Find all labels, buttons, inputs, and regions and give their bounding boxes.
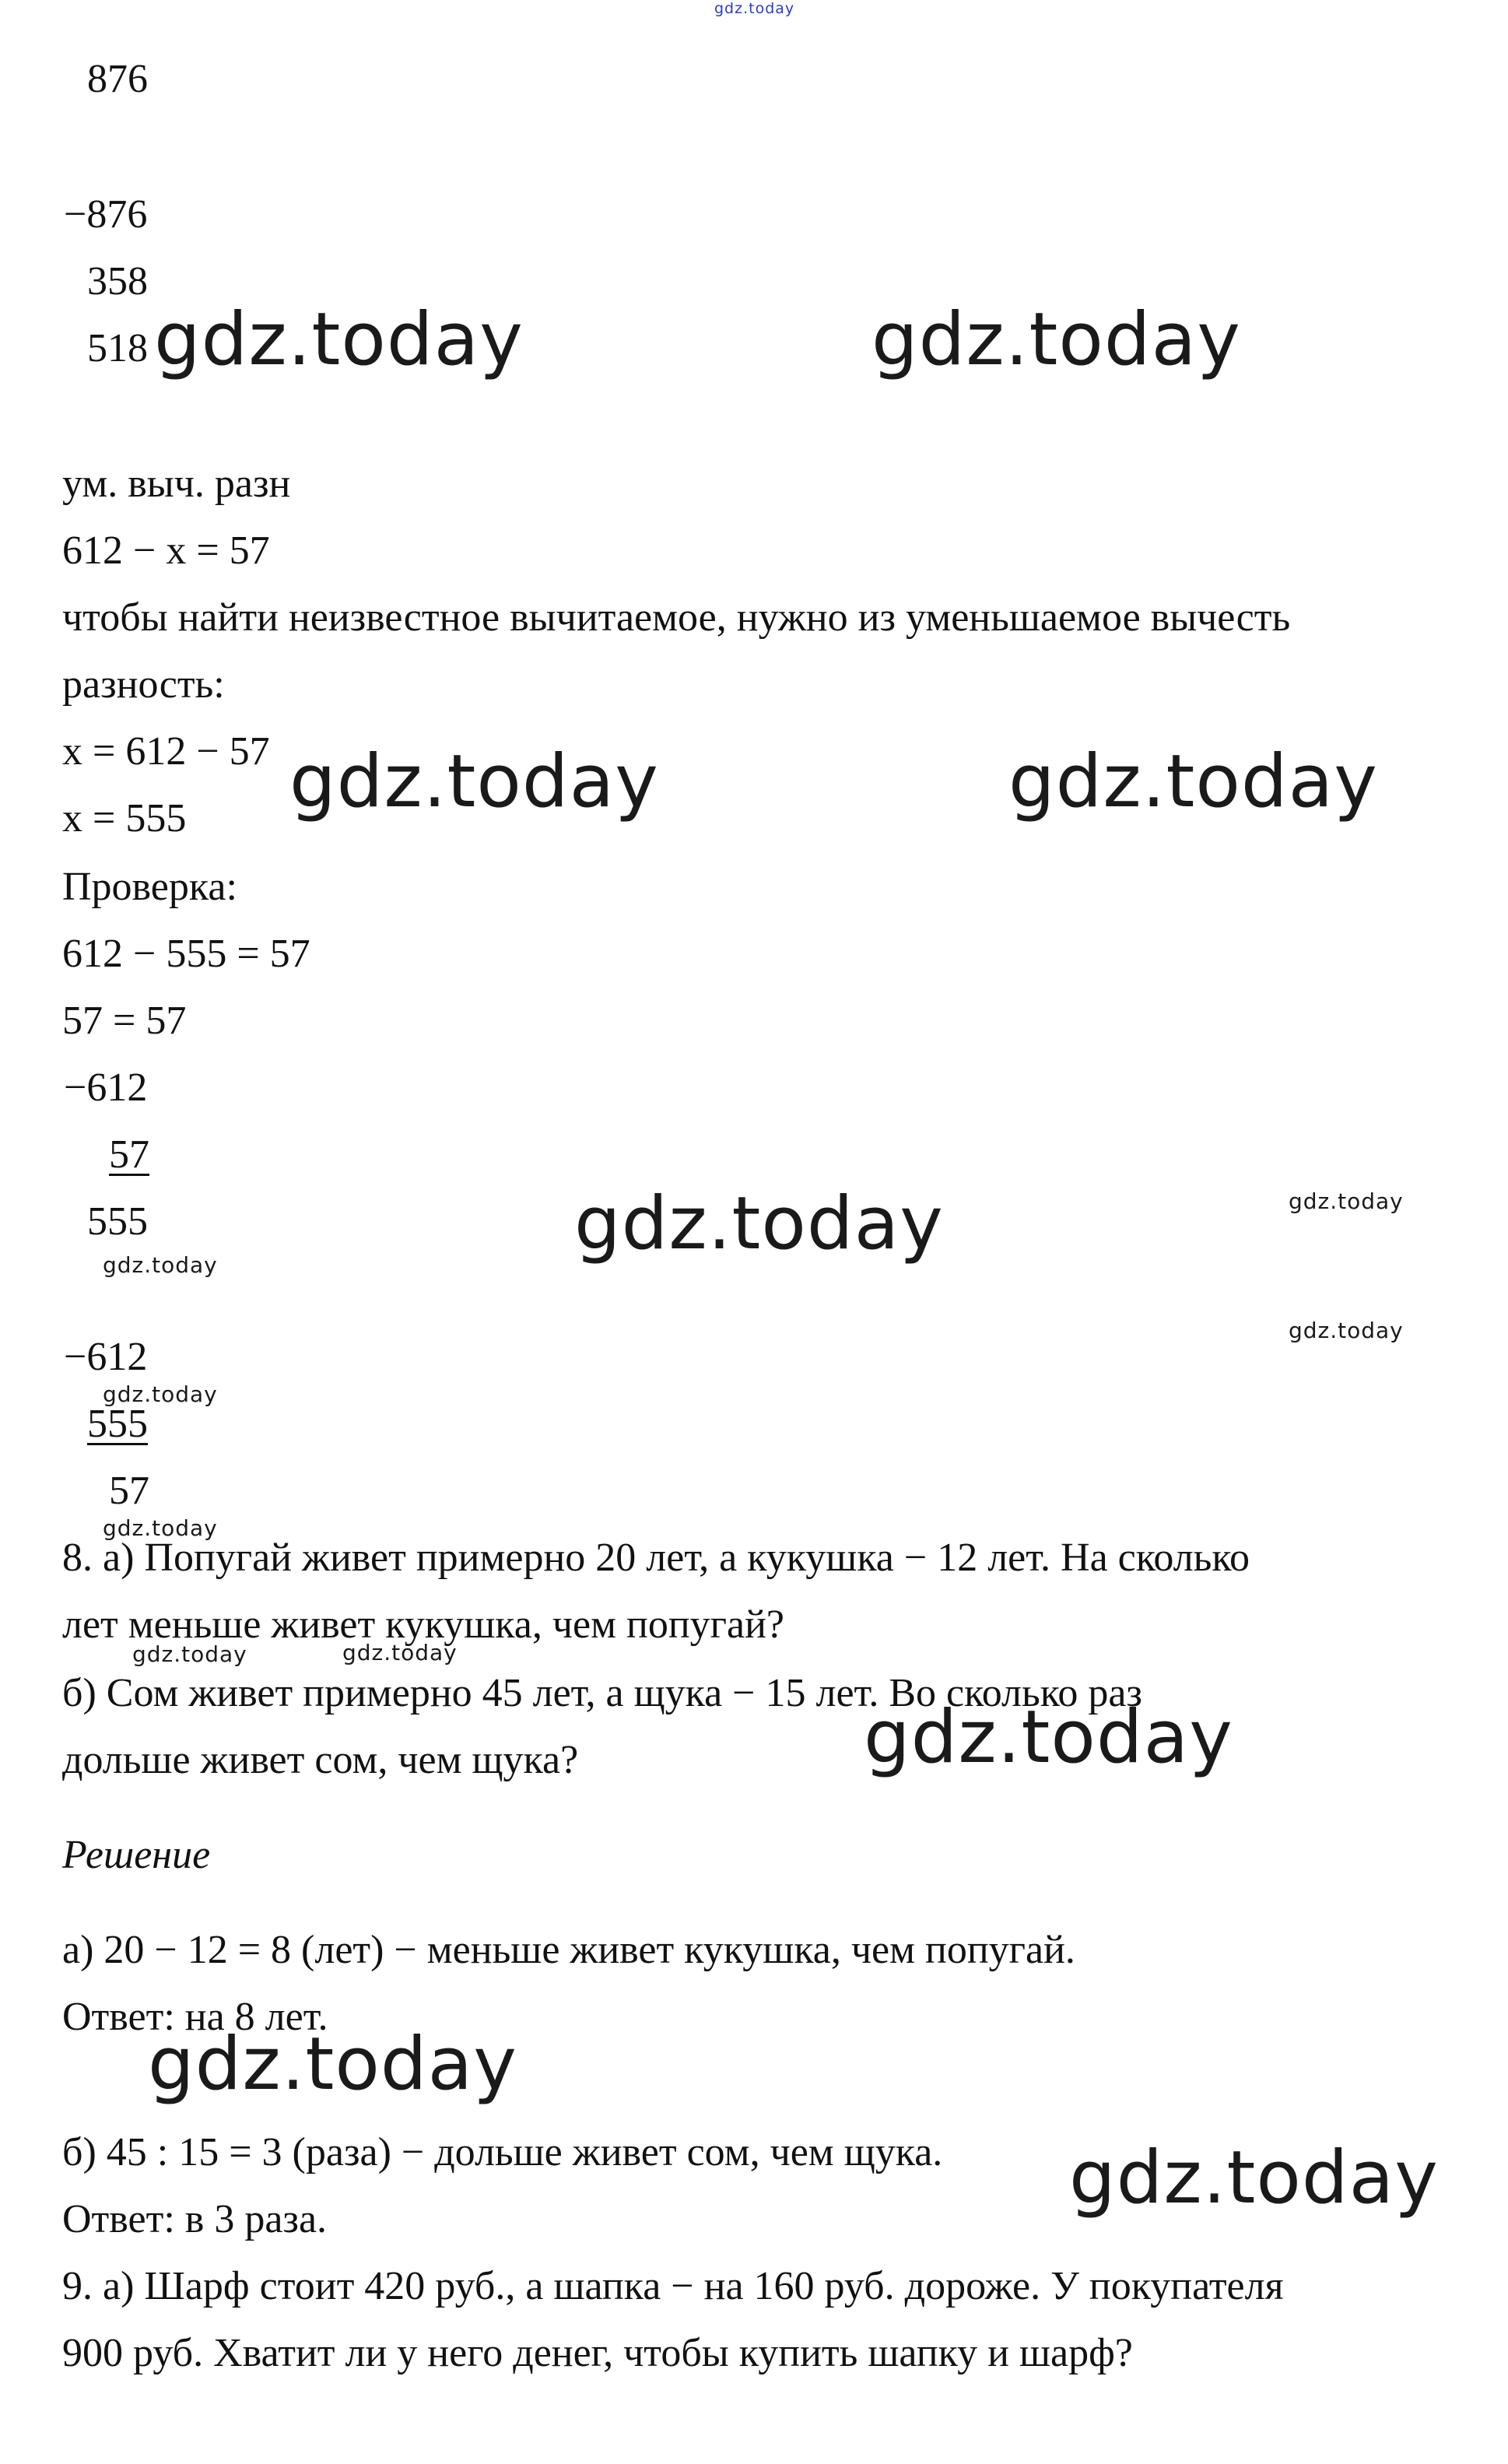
watermark: gdz.today — [154, 297, 524, 382]
watermark: gdz.today — [864, 1695, 1233, 1780]
watermark: gdz.today — [871, 297, 1241, 382]
watermark: gdz.today — [1069, 2136, 1439, 2220]
column-minuend: −876 — [64, 192, 148, 237]
watermark-top: gdz.today — [714, 0, 795, 17]
column-subtrahend: 555 — [87, 1402, 148, 1446]
watermark-small: gdz.today — [103, 1381, 218, 1407]
watermark: gdz.today — [1008, 739, 1378, 824]
task-text: лет меньше живет кукушка, чем попугай? — [62, 1602, 784, 1647]
watermark-small: gdz.today — [1289, 1188, 1404, 1214]
column-difference: 57 — [109, 1469, 149, 1513]
column-line: 876 — [87, 57, 148, 101]
watermark-small: gdz.today — [342, 1640, 458, 1665]
task-text: 9. а) Шарф стоит 420 руб., а шапка − на 160 руб. дороже. У покупателя — [62, 2264, 1284, 2308]
watermark-small: gdz.today — [132, 1641, 247, 1667]
equation-line: x = 612 − 57 — [62, 729, 270, 774]
task-text: б) Сом живет примерно 45 лет, а щука − 15 лет. Во сколько раз — [62, 1671, 1142, 1715]
text-line: ум. выч. разн — [62, 462, 291, 506]
watermark: gdz.today — [148, 2022, 517, 2107]
column-minuend: −612 — [64, 1065, 148, 1110]
column-minuend: −612 — [64, 1335, 148, 1379]
task-text: дольше живет сом, чем щука? — [62, 1738, 579, 1782]
text-line: чтобы найти неизвестное вычитаемое, нужно из уменьшаемое вычесть — [62, 595, 1291, 640]
watermark: gdz.today — [289, 739, 659, 824]
text-line: разность: — [62, 662, 225, 707]
equation-line: x = 555 — [62, 796, 187, 841]
equation-line: 57 = 57 — [62, 999, 187, 1043]
equation-line: 612 − 555 = 57 — [62, 932, 310, 976]
watermark-small: gdz.today — [1289, 1318, 1404, 1343]
column-subtrahend: 57 — [109, 1132, 149, 1177]
watermark-small: gdz.today — [103, 1252, 218, 1278]
solution-line: а) 20 − 12 = 8 (лет) − меньше живет кукушка, чем попугай. — [62, 1928, 1075, 1972]
column-difference: 555 — [87, 1199, 148, 1244]
watermark: gdz.today — [574, 1181, 944, 1266]
task-text: 8. а) Попугай живет примерно 20 лет, а кукушка − 12 лет. На сколько — [62, 1536, 1250, 1580]
column-difference: 518 — [87, 326, 148, 370]
watermark-small: gdz.today — [103, 1515, 218, 1541]
column-subtrahend: 358 — [87, 259, 148, 304]
task-text: 900 руб. Хватит ли у него денег, чтобы купить шапку и шарф? — [62, 2331, 1133, 2375]
answer-line: Ответ: в 3 раза. — [62, 2197, 328, 2241]
solution-heading: Решение — [62, 1833, 211, 1877]
answer-line: Ответ: на 8 лет. — [62, 1995, 328, 2039]
equation-line: 612 − x = 57 — [62, 528, 270, 573]
text-line: Проверка: — [62, 865, 237, 909]
solution-line: б) 45 : 15 = 3 (раза) − дольше живет сом, чем щука. — [62, 2130, 943, 2174]
